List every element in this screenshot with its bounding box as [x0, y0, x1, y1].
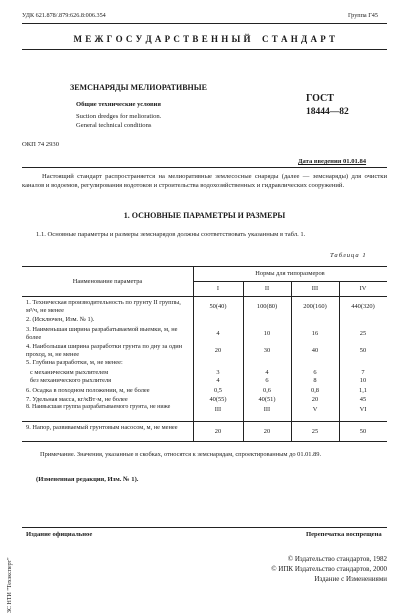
footer-rule [22, 527, 387, 528]
table-cell: 40(55) [209, 396, 227, 403]
table-cell: VI [359, 406, 367, 413]
copyright-2: © ИПК Издательство стандартов, 2000 [271, 565, 387, 573]
table-cell: 4 [216, 330, 220, 337]
table-row-name: 5. Глубина разработки, м, не менее: [26, 359, 123, 366]
copyright-3: Издание с Изменениями [314, 575, 387, 583]
subtitle-ru: Общие технические условия [76, 101, 161, 108]
section-heading: 1. ОСНОВНЫЕ ПАРАМЕТРЫ И РАЗМЕРЫ [123, 211, 286, 220]
table-row-name: 7. Удельная масса, кг/кВт·м, не более [26, 396, 128, 403]
table-note: Примечание. Значения, указанные в скобках, относятся к земснарядам, спроектированным до 01.01.89. [40, 451, 322, 458]
table-cell: 50 [359, 428, 367, 435]
table-row-name: 2. (Исключен, Изм. № 1). [26, 316, 95, 323]
title-en-1: Suction dredges for melioration. [76, 113, 162, 120]
table-cell: 1,1 [359, 387, 367, 394]
table-row-name: 3. Наименьшая ширина разрабатываемой выемки, м, не более [26, 326, 178, 341]
table-caption: Таблица 1 [330, 252, 367, 259]
table-cell: 25 [359, 330, 367, 337]
type-header-2: II [264, 285, 270, 292]
table-cell: 50(40) [209, 303, 227, 310]
table-cell: 20 [263, 428, 271, 435]
intro-date: Дата введения 01.01.84 [298, 158, 367, 165]
group-code: Группа Г45 [348, 12, 378, 19]
intro-rule [22, 167, 387, 168]
title-en-2: General technical conditions [76, 122, 152, 129]
table-cell: 20 [311, 396, 319, 403]
norms-header: Нормы для типоразмеров [255, 270, 325, 277]
table-row-name: 9. Напор, развиваемый грунтовым насосом, м, не менее [26, 424, 178, 431]
table-cell: 200(160) [303, 303, 327, 310]
table-cell: 20 [214, 428, 222, 435]
type-header-3: III [311, 285, 319, 292]
table-cell: III [263, 406, 271, 413]
table-cell: 100(80) [256, 303, 278, 310]
table-row-name: 1. Техническая производительность по грунту II группы, м³/ч, не менее [26, 299, 181, 314]
official-edition: Издание официальное [26, 531, 93, 538]
table-cell: 0,8 [311, 387, 319, 394]
table-row-name: 6. Осадка в походном положении, м, не более [26, 387, 150, 394]
table-row-name: 8. Наивысшая группа разрабатываемого грунта, не ниже [26, 404, 171, 410]
reprint-prohibited: Перепечатка воспрещена [306, 531, 382, 538]
okp-code: ОКП 74 2930 [22, 141, 59, 148]
table-cell: 7 [361, 369, 365, 376]
type-header-1: I [216, 285, 220, 292]
header-rule-2 [22, 49, 387, 50]
table-cell: III [214, 406, 222, 413]
table-cell: 8 [313, 377, 317, 384]
copyright-1: © Издательство стандартов, 1982 [287, 555, 387, 563]
section-para: 1.1. Основные параметры и размеры земснарядов должны соответствовать указанным в табл. 1. [36, 231, 306, 238]
standard-type: М Е Ж Г О С У Д А Р С Т В Е Н Н Ы Й С Т А Н Д А Р Т [73, 34, 336, 44]
title-ru: ЗЕМСНАРЯДЫ МЕЛИОРАТИВНЫЕ [70, 83, 207, 92]
amendment-note: (Измененная редакция, Изм. № 1). [36, 476, 139, 483]
table-cell: 3 [216, 369, 220, 376]
table-cell: 0,6 [263, 387, 271, 394]
gost-label: ГОСТ [306, 93, 334, 104]
table-cell: 4 [265, 369, 269, 376]
udk-code: УДК 621.878/.879:626.8:006.354 [22, 12, 106, 19]
table-cell: 50 [359, 347, 367, 354]
type-header-4: IV [359, 285, 367, 292]
col-name-header: Наименование параметра [72, 278, 143, 285]
table-cell: V [312, 406, 318, 413]
table-cell: 0,5 [214, 387, 222, 394]
header-rule [22, 23, 387, 24]
table-cell: 440(320) [351, 303, 375, 310]
table-cell: 20 [214, 347, 222, 354]
table-cell: 45 [359, 396, 367, 403]
table-cell: 10 [359, 377, 367, 384]
intro-text: Настоящий стандарт распространяется на мелиоративные землесосные снаряды (далее — земснаряды) для очистки каналов и водоемов, регулирования водотоков и строительства водохозяйственных и гидравлических сооружений. [22, 173, 387, 189]
table-cell: 6 [265, 377, 269, 384]
table-cell: 16 [311, 330, 319, 337]
table-cell: 25 [311, 428, 319, 435]
table-cell: 40 [311, 347, 319, 354]
table-cell: 10 [263, 330, 271, 337]
table-cell: 30 [263, 347, 271, 354]
side-stamp: ЗС НТИ "Техэксперт" [7, 557, 13, 613]
table-cell: 40(51) [258, 396, 276, 403]
table-cell: 6 [313, 369, 317, 376]
table-row-name: без механического рыхлителя [30, 377, 112, 384]
table-row-name: 4. Наибольшая ширина разработки грунта по дну за один проход, м, не менее [26, 343, 183, 358]
gost-number: 18444—82 [306, 107, 349, 117]
table-cell: 4 [216, 377, 220, 384]
table-row-name: с механическим рыхлителем [30, 369, 109, 376]
